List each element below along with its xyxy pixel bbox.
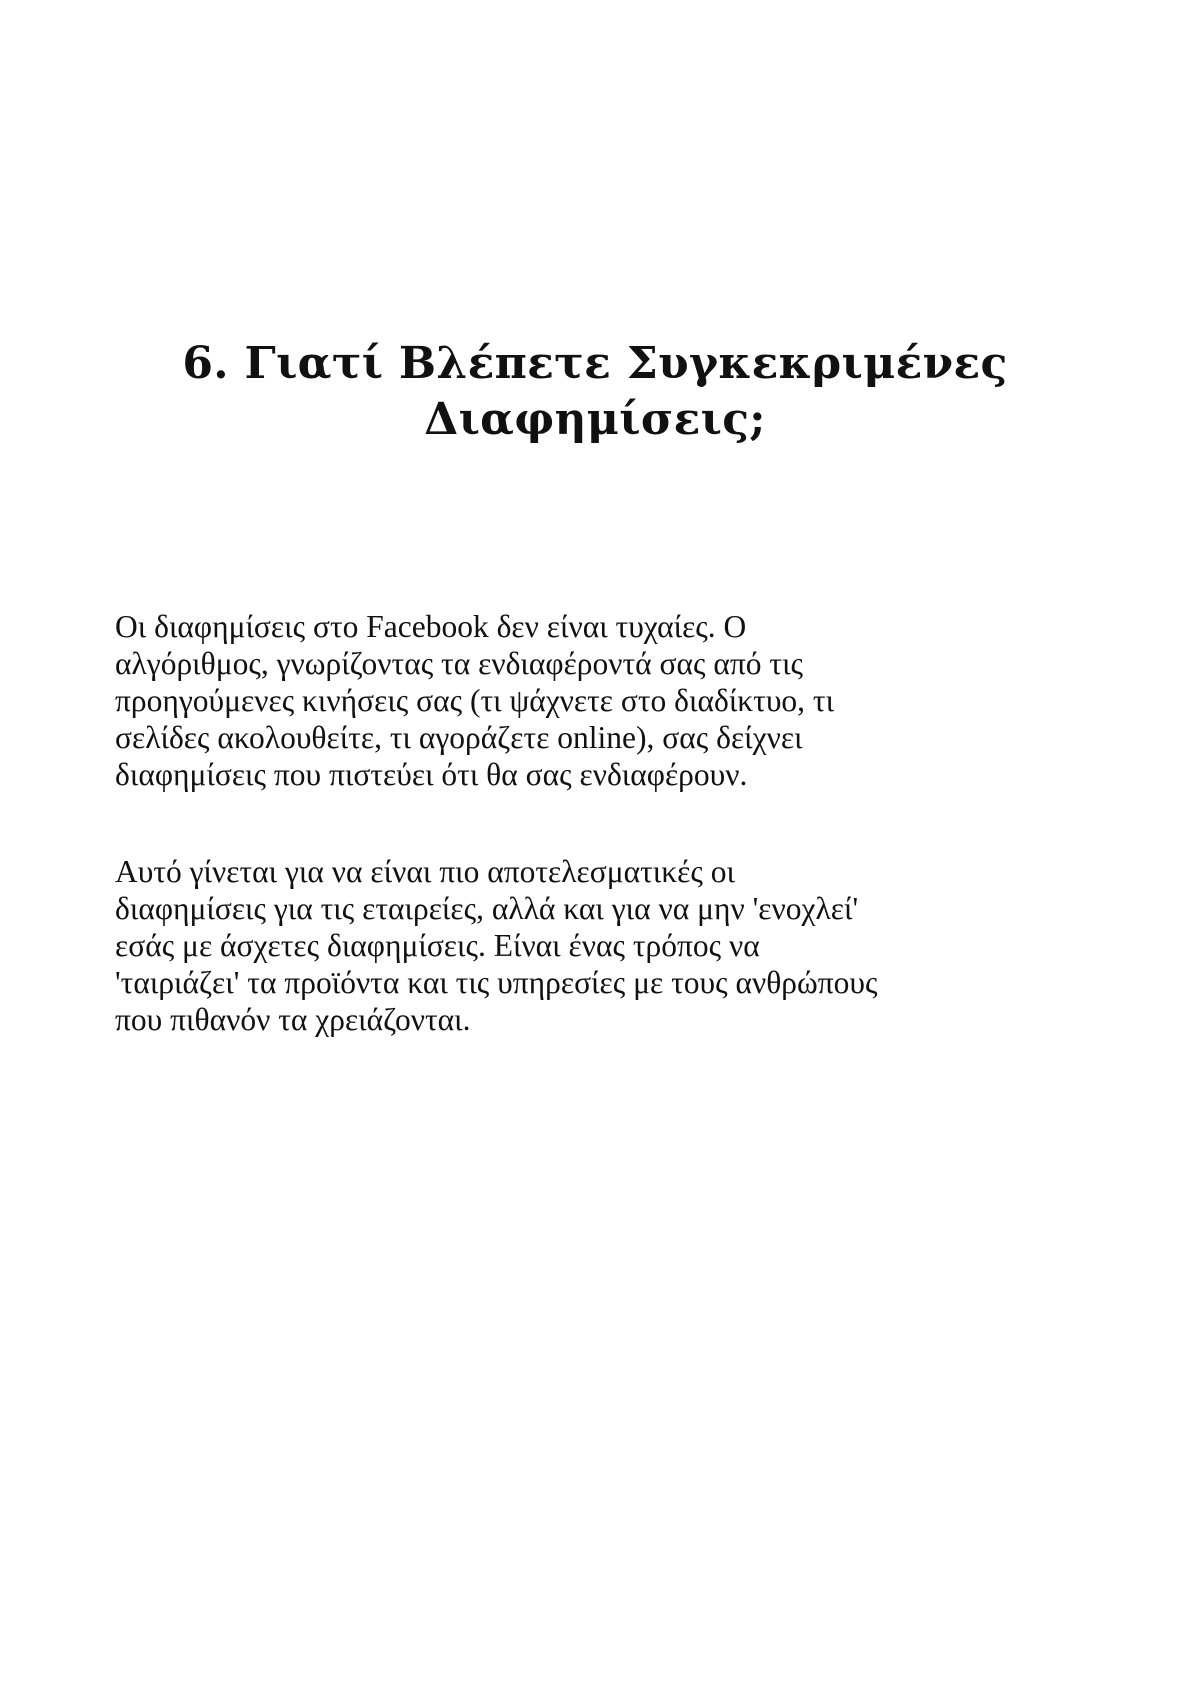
paragraph-line: Οι διαφημίσεις στο Facebook δεν είναι τυχαίες. Ο (115, 609, 747, 644)
paragraph-line: που πιθανόν τα χρειάζονται. (115, 1002, 471, 1037)
chapter-title-line: Διαφημίσεις; (424, 394, 766, 445)
paragraph-line: εσάς με άσχετες διαφημίσεις. Είναι ένας τρόπος να (115, 928, 760, 963)
paragraph-line: προηγούμενες κινήσεις σας (τι ψάχνετε στο διαδίκτυο, τι (115, 683, 835, 718)
paragraph-line: διαφημίσεις για τις εταιρείες, αλλά και για να μην 'ενοχλεί' (115, 891, 859, 926)
paragraph-line: 'ταιριάζει' τα προϊόντα και τις υπηρεσίες με τους ανθρώπους (115, 965, 878, 1000)
paragraph-line: διαφημίσεις που πιστεύει ότι θα σας ενδιαφέρουν. (115, 757, 748, 792)
paragraph-line: Αυτό γίνεται για να είναι πιο αποτελεσματικές οι (115, 854, 735, 889)
paragraph-line: αλγόριθμος, γνωρίζοντας τα ενδιαφέροντά σας από τις (115, 646, 804, 681)
chapter-title-line: 6. Γιατί Βλέπετε Συγκεκριμένες (182, 338, 1008, 389)
paragraph-line: σελίδες ακολουθείτε, τι αγοράζετε online), σας δείχνει (115, 720, 803, 755)
paragraph-ads-not-random (115, 608, 1105, 793)
paragraph-ads-purpose (115, 853, 1105, 1038)
chapter-title (115, 336, 1075, 448)
